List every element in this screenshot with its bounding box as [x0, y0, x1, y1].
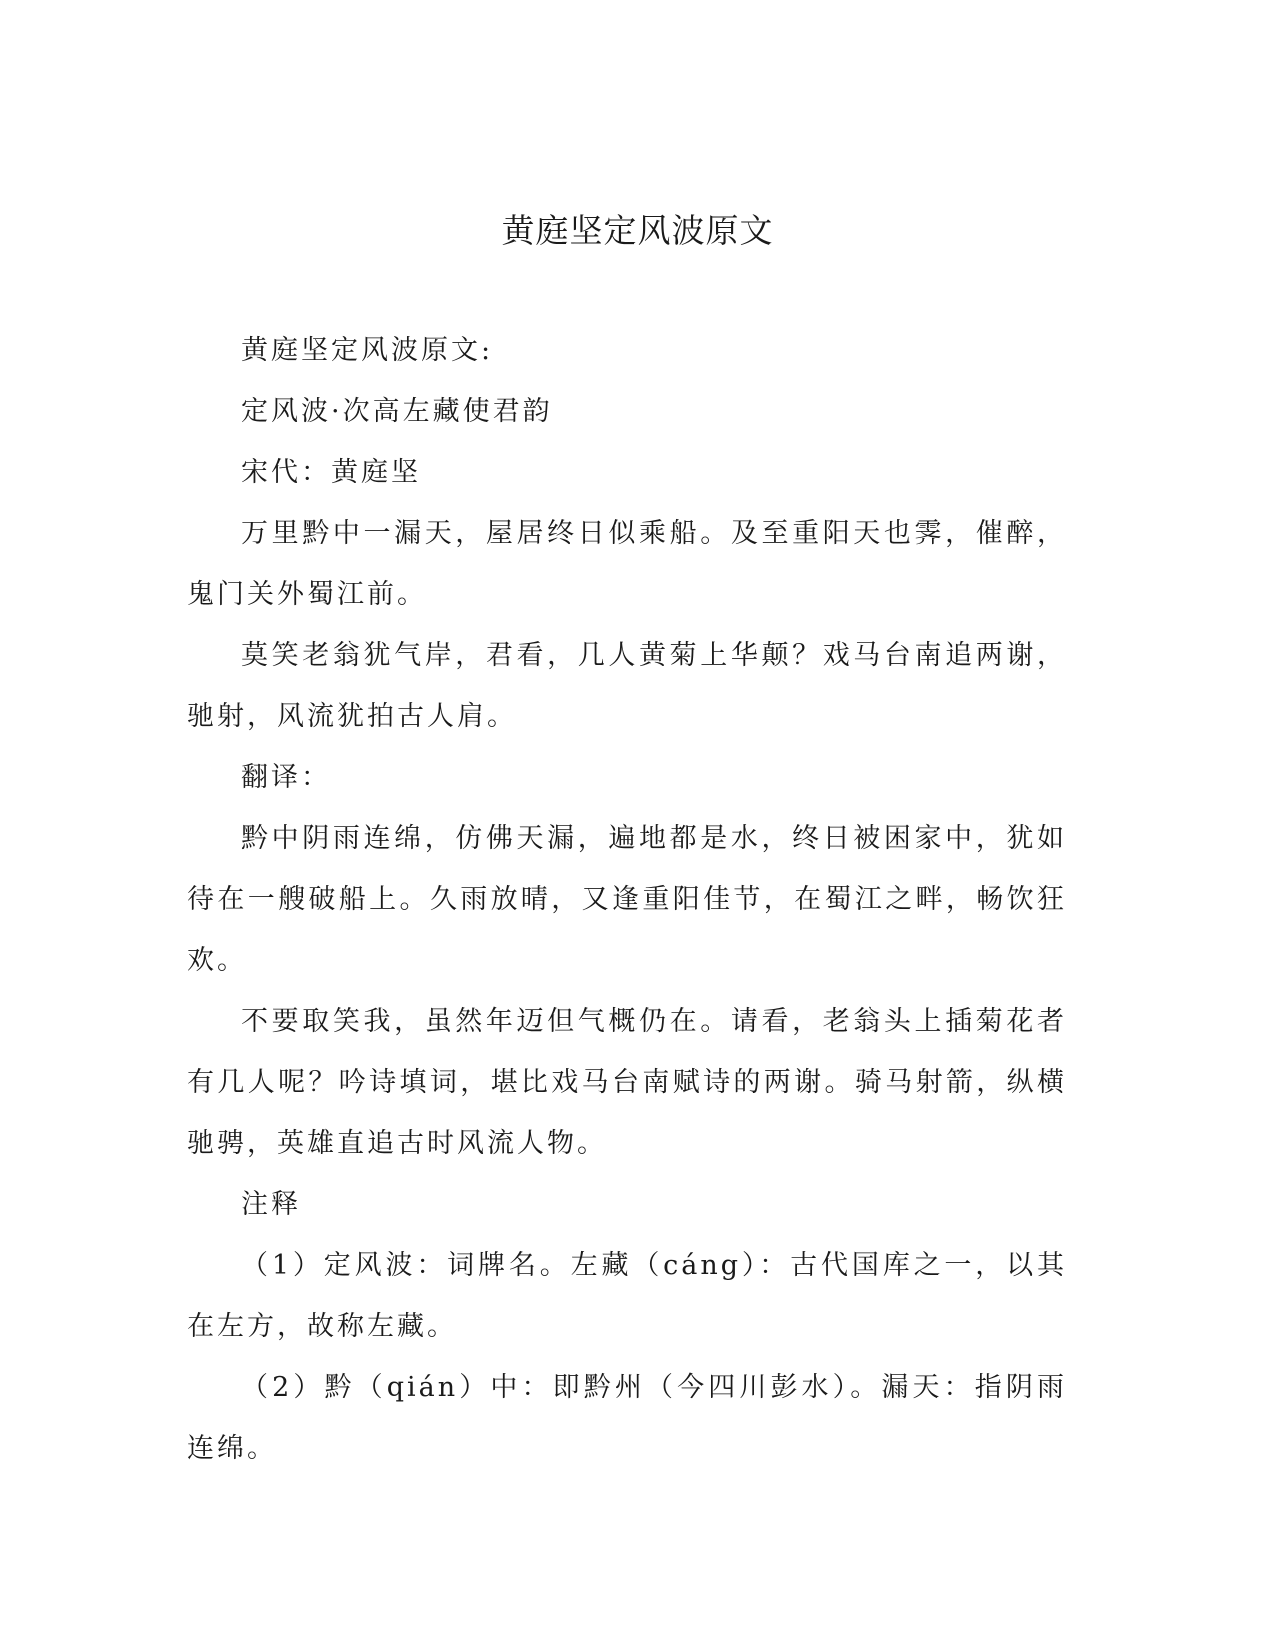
poem-title: 定风波·次高左藏使君韵 — [241, 396, 553, 427]
poem-stanza-1: 万里黔中一漏天，屋居终日似乘船。及至重阳天也霁，催醉，鬼门关外蜀江前。 — [187, 518, 1067, 610]
translation-paragraph-1: 黔中阴雨连绵，仿佛天漏，遍地都是水，终日被困家中，犹如待在一艘破船上。久雨放晴，又逢重阳佳节，在蜀江之畔，畅饮狂欢。 — [187, 823, 1067, 976]
note-2: （2）黔（qián）中：即黔州（今四川彭水）。漏天：指阴雨连绵。 — [187, 1372, 1067, 1464]
poem-author: 宋代：黄庭坚 — [241, 457, 421, 488]
notes-heading: 注释 — [241, 1189, 301, 1220]
paragraph-heading: 黄庭坚定风波原文: — [241, 335, 494, 366]
translation-paragraph-2: 不要取笑我，虽然年迈但气概仍在。请看，老翁头上插菊花者有几人呢？吟诗填词，堪比戏马台南赋诗的两谢。骑马射箭，纵横驰骋，英雄直追古时风流人物。 — [187, 1006, 1067, 1159]
document-body — [187, 320, 1067, 1479]
poem-stanza-2: 莫笑老翁犹气岸，君看，几人黄菊上华颠？戏马台南追两谢，驰射，风流犹拍古人肩。 — [187, 640, 1067, 732]
note-1: （1）定风波：词牌名。左藏（cáng）：古代国库之一，以其在左方，故称左藏。 — [187, 1250, 1067, 1342]
translation-heading: 翻译： — [241, 762, 331, 793]
document-title: 黄庭坚定风波原文 — [501, 211, 774, 250]
